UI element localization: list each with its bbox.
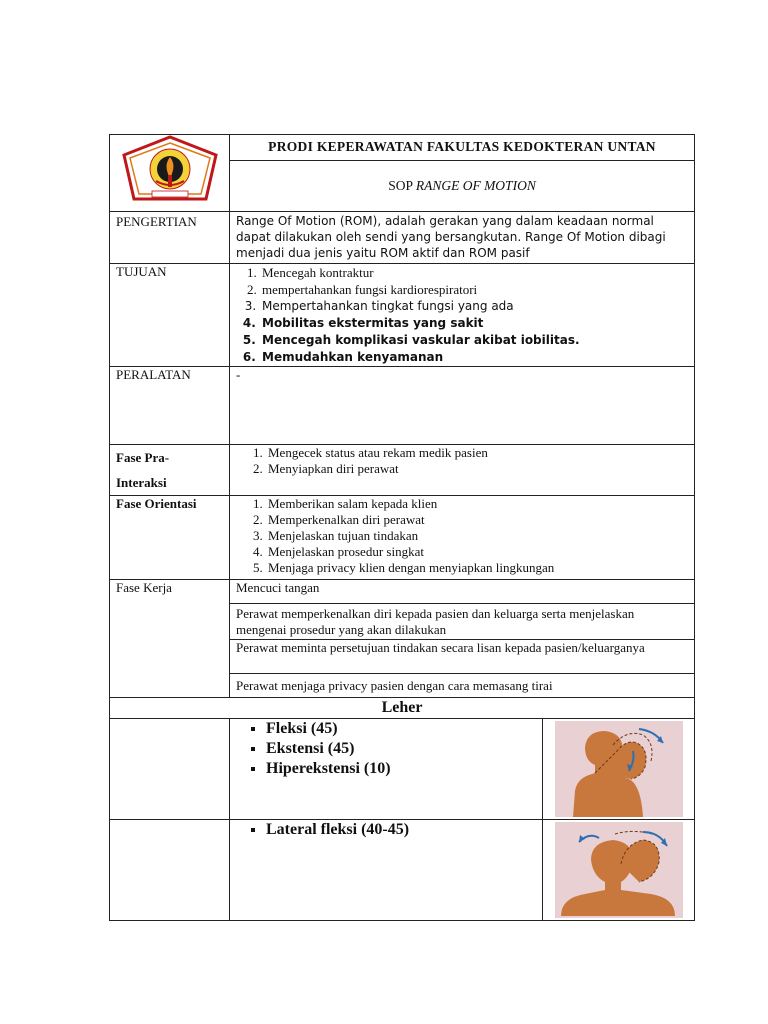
peralatan-value: - (230, 367, 695, 445)
fase-pra-list (236, 445, 688, 477)
sop-subtitle (230, 161, 695, 212)
list-item: 6. Memudahkan kenyamanan (260, 349, 688, 366)
neck-flexion-image-cell (543, 719, 695, 820)
pengertian-label: PENGERTIAN (110, 212, 230, 264)
fase-kerja-step: Perawat meminta persetujuan tindakan secara lisan kepada pasien/keluarganya (230, 640, 695, 674)
neck-flexion-illustration (555, 721, 683, 817)
tujuan-list (236, 264, 688, 366)
list-item: 1. Mengecek status atau rekam medik pasien (266, 445, 688, 461)
list-item: 4. Menjelaskan prosedur singkat (266, 544, 688, 560)
list-item: 2. Menyiapkan diri perawat (266, 461, 688, 477)
neck-lateral-image-cell (543, 820, 695, 921)
fase-orientasi-label: Fase Orientasi (110, 496, 230, 580)
empty-cell (110, 719, 230, 820)
section-title-leher: Leher (110, 698, 695, 719)
list-item: 3. Mempertahankan tingkat fungsi yang ada (260, 298, 688, 315)
list-item: ▪ Lateral fleksi (40-45) (266, 820, 536, 840)
fase-kerja-label: Fase Kerja (110, 580, 230, 698)
document-title: PRODI KEPERAWATAN FAKULTAS KEDOKTERAN UNTAN (230, 135, 695, 161)
list-item: 5. Mencegah komplikasi vaskular akibat iobilitas. (260, 332, 688, 349)
fase-orientasi-list (236, 496, 688, 576)
list-item: ▪ Ekstensi (45) (266, 739, 536, 759)
peralatan-label: PERALATAN (110, 367, 230, 445)
fase-pra-label (110, 445, 230, 496)
list-item: ▪ Fleksi (45) (266, 719, 536, 739)
movement-list (236, 719, 536, 779)
fase-pra-label-2: Interaksi (116, 475, 167, 490)
sop-document (109, 134, 694, 921)
list-item: 4. Mobilitas ekstermitas yang sakit (260, 315, 688, 332)
list-item: 2. mempertahankan fungsi kardiorespiratori (260, 281, 688, 298)
fase-kerja-step: Perawat menjaga privacy pasien dengan cara memasang tirai (230, 674, 695, 698)
sop-topic: RANGE OF MOTION (415, 178, 536, 194)
fase-pra-label-1: Fase Pra- (116, 450, 170, 465)
tujuan-label: TUJUAN (110, 264, 230, 367)
fase-pra-cell (230, 445, 695, 496)
empty-cell (110, 820, 230, 921)
list-item: 2. Memperkenalkan diri perawat (266, 512, 688, 528)
fase-kerja-step: Mencuci tangan (230, 580, 695, 604)
movement-list (236, 820, 536, 840)
list-item: 1. Memberikan salam kepada klien (266, 496, 688, 512)
sop-prefix: SOP (388, 178, 416, 194)
neck-lateral-illustration (555, 822, 683, 918)
list-item: 5. Menjaga privacy klien dengan menyiapkan lingkungan (266, 560, 688, 576)
sop-table (109, 134, 695, 921)
pengertian-text: Range Of Motion (ROM), adalah gerakan yang dalam keadaan normal dapat dilakukan oleh sendi yang bersangkutan. Range Of Motion dibagi menjadi dua jenis yaitu ROM aktif dan ROM pasif (230, 212, 695, 264)
fase-orientasi-cell (230, 496, 695, 580)
university-logo (120, 135, 220, 207)
logo-cell (110, 135, 230, 212)
leher-movements-2 (230, 820, 543, 921)
leher-movements-1 (230, 719, 543, 820)
list-item: 1. Mencegah kontraktur (260, 264, 688, 281)
tujuan-cell (230, 264, 695, 367)
fase-kerja-step: Perawat memperkenalkan diri kepada pasien dan keluarga serta menjelaskan mengenai prosedur yang akan dilakukan (230, 604, 695, 640)
list-item: ▪ Hiperekstensi (10) (266, 759, 536, 779)
list-item: 3. Menjelaskan tujuan tindakan (266, 528, 688, 544)
